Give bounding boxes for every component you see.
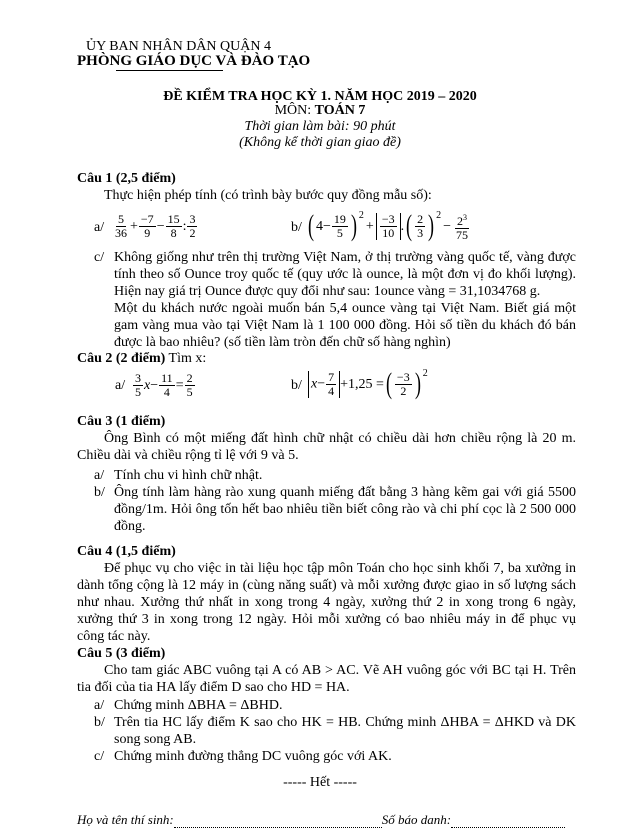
q5-text: Cho tam giác ABC vuông tại A có AB > AC. Vẽ AH vuông góc với BC tại H. Trên tia đối của tia HA lấy điểm D sao cho HD = HA. xyxy=(77,663,576,695)
q3-b-label: b/ xyxy=(94,485,105,500)
q3-heading: Câu 3 (1 điểm) xyxy=(77,414,166,429)
q1-heading: Câu 1 (2,5 điểm) xyxy=(77,171,176,186)
end-marker: ----- Hết ----- xyxy=(283,775,357,790)
candidate-id-label: Số báo danh: xyxy=(381,812,452,827)
exam-subject: MÔN: TOÁN 7 xyxy=(274,103,366,118)
q1-intro: Thực hiện phép tính (có trình bày bước quy đồng mẫu số): xyxy=(104,188,432,203)
q1-a-expression: $\frac{5}{36}$ + $\frac{-7}{9}$ − $\frac{15}{8}$ : $\frac{3}{2}$ xyxy=(115,211,196,240)
footer-candidate-info xyxy=(77,811,565,828)
q5-heading: Câu 5 (3 điểm) xyxy=(77,646,166,661)
q3-a-text: Tính chu vi hình chữ nhật. xyxy=(114,468,263,483)
q2-b-expression: x− $\frac{7}{4}$ +1,25 = ( $\frac{-3}{2}$ ) $^2$ xyxy=(308,362,428,406)
exam-duration: Thời gian làm bài: 90 phút xyxy=(244,119,396,134)
q2-heading-line: Câu 2 (2 điểm) Tìm x: xyxy=(77,351,207,366)
department-name: PHÒNG GIÁO DỤC VÀ ĐÀO TẠO xyxy=(77,53,311,69)
q5-a-text: Chứng minh ΔBHA = ΔBHD. xyxy=(114,698,283,713)
header-underline xyxy=(116,70,223,71)
q5-c-label: c/ xyxy=(94,749,105,764)
q5-b-label: b/ xyxy=(94,715,105,730)
committee-name: ỦY BAN NHÂN DÂN QUẬN 4 xyxy=(86,39,271,54)
q5-b-text: Trên tia HC lấy điểm K sao cho HK = HB. Chứng minh ΔHBA = ΔHKD và DK song song AB. xyxy=(114,715,576,747)
q3-a-label: a/ xyxy=(94,468,105,483)
q1-a-label: a/ xyxy=(94,220,105,235)
candidate-id-blank xyxy=(451,815,565,828)
q2-b-label: b/ xyxy=(291,378,302,393)
q4-text: Để phục vụ cho việc in tài liệu học tập môn Toán cho học sinh khối 7, ba xưởng in dành tổng cộng là 12 máy in (cùng năng suất) và mỗi xưởng được giao in số lượng sách như nhau. Xưởng thứ nhất in xong trong 4 ngày, xưởng thứ 2 in xong trong 6 ngày, xưởng thứ 3 in xong trong 12 ngày. Hỏi mỗi xưởng có bao nhiêu máy in để phục vụ công tác này. xyxy=(77,561,576,644)
q3-text: Ông Bình có một miếng đất hình chữ nhật có chiều dài hơn chiều rộng là 20 m. Chiều dài và chiều rộng tỉ lệ với 9 và 5. xyxy=(77,431,576,463)
candidate-name-label: Họ và tên thí sinh: xyxy=(77,812,174,827)
q5-a-label: a/ xyxy=(94,698,105,713)
q5-c-text: Chứng minh đường thẳng DC vuông góc với AK. xyxy=(114,749,392,764)
q3-b-text: Ông tính làm hàng rào xung quanh miếng đất bằng 3 hàng kẽm gai với giá 5500 đồng/1m. Hỏi ông tốn hết bao nhiêu tiền biết công rào và chi phí cọc là 2 500 000 đồng. xyxy=(114,485,576,534)
exam-title: ĐỀ KIỂM TRA HỌC KỲ 1. NĂM HỌC 2019 – 2020 xyxy=(163,89,477,104)
exam-note: (Không kể thời gian giao đề) xyxy=(239,135,401,150)
q4-heading: Câu 4 (1,5 điểm) xyxy=(77,544,176,559)
candidate-name-blank xyxy=(174,815,382,828)
q2-a-label: a/ xyxy=(115,378,126,393)
q1-b-label: b/ xyxy=(291,220,302,235)
q2-a-expression: $\frac{3}{5}$ x − $\frac{11}{4}$ = $\frac{2}{5}$ xyxy=(135,370,193,399)
q1-b-expression: ( 4 − $\frac{19}{5}$ ) $^2$ + $\frac{-3}{10}$ . ( $\frac{2}{3}$ ) $^2$ − $\frac{2^3}{75}$ xyxy=(308,209,468,242)
q1-c-label: c/ xyxy=(94,250,105,265)
q1-c-text1: Không giống như trên thị trường Việt Nam, ở thị trường vàng quốc tế, vàng được tính theo số Ounce troy quốc tế (quy ước là ounce, là một đơn vị đo khối lượng). Hiện nay giá trị Ounce được quy đổi như sau: 1ounce vàng = 31,1034768 g. xyxy=(114,250,576,299)
q1-c-text2: Một du khách nước ngoài muốn bán 5,4 ounce vàng tại Việt Nam. Biết giá một gam vàng mua vào tại Việt Nam là 1 100 000 đồng. Hỏi số tiền du khách đó bán được là bao nhiêu? (số tiền làm tròn đến chữ số hàng nghìn) xyxy=(114,301,576,350)
